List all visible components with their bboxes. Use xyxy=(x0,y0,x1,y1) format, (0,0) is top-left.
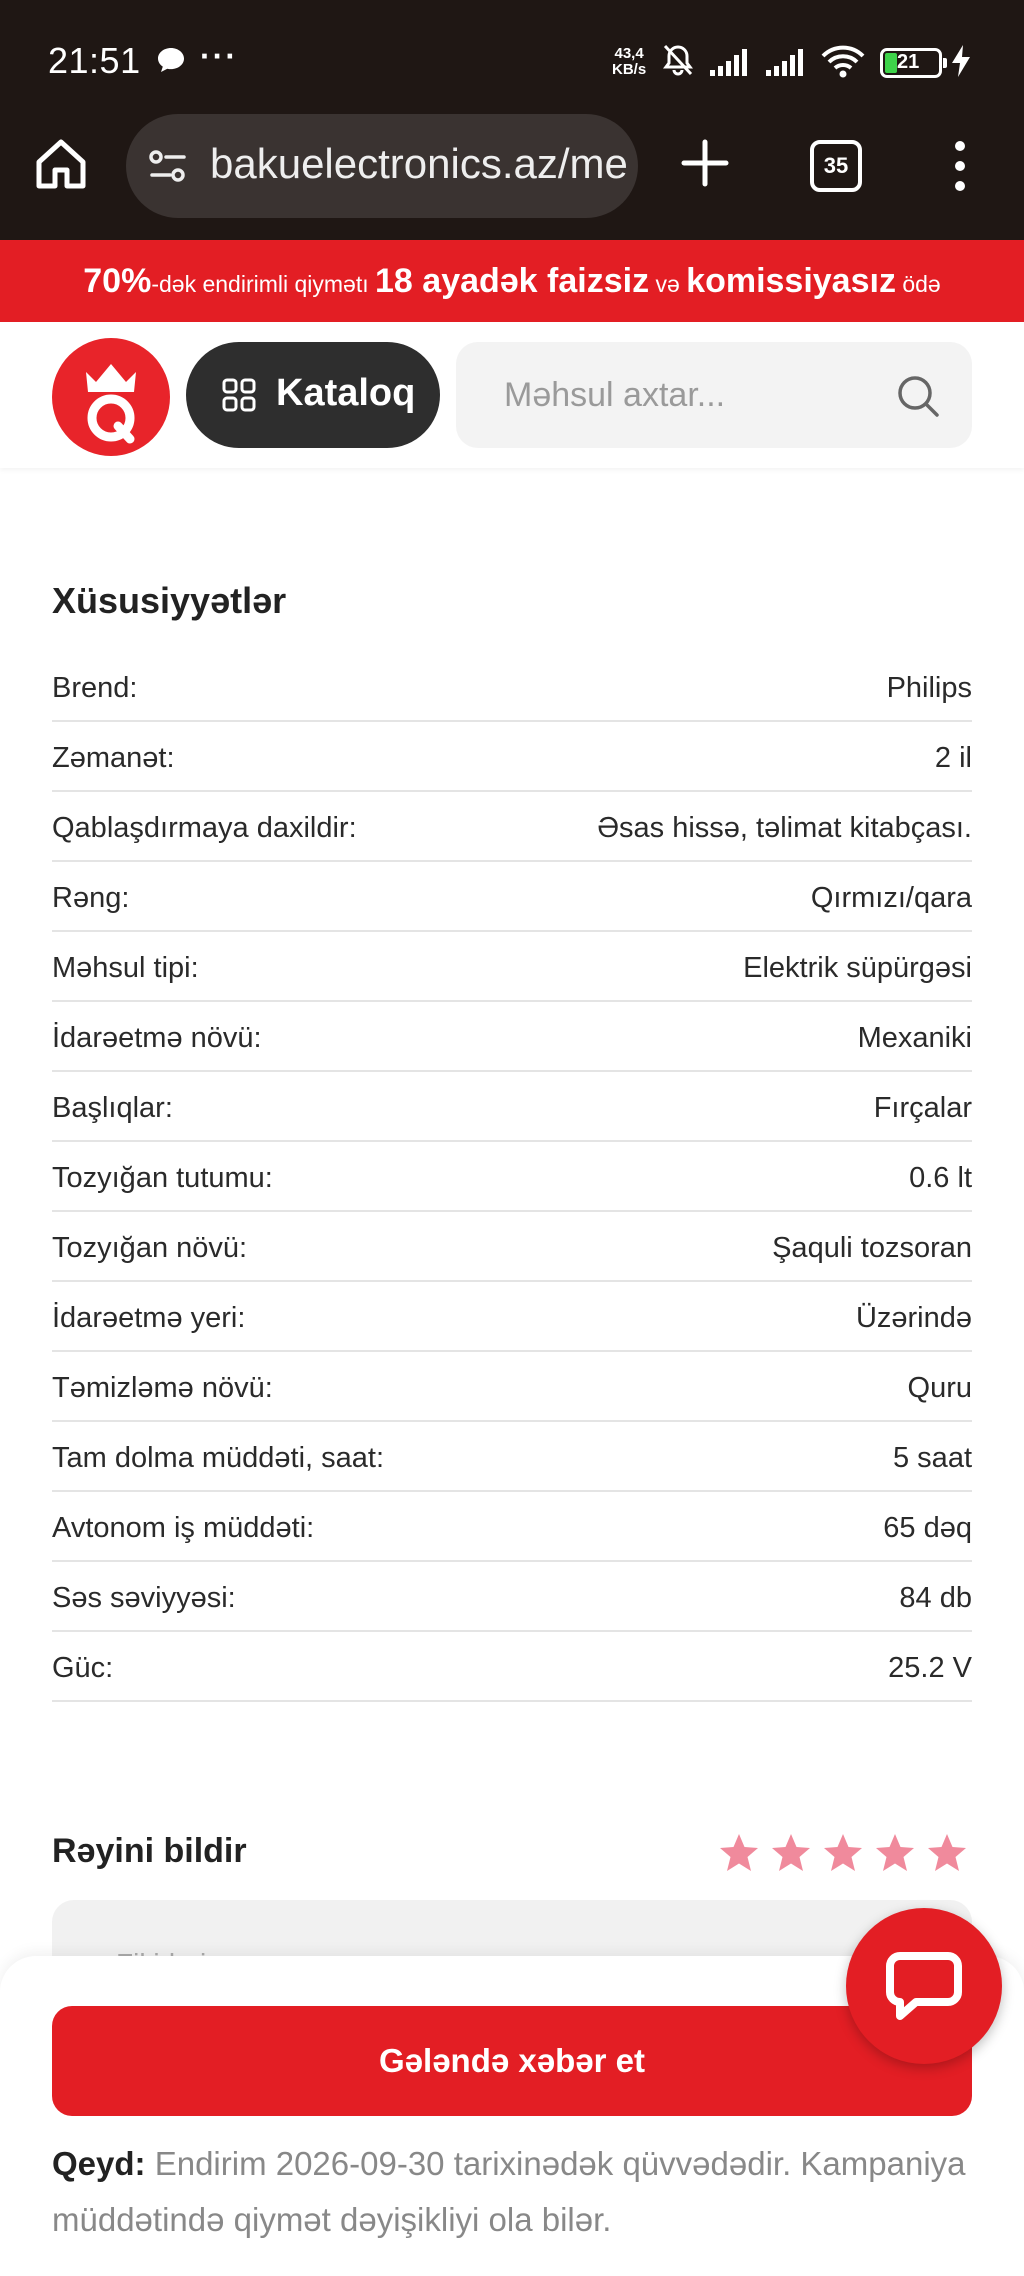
spec-value: Şaquli tozsoran xyxy=(772,1232,972,1264)
battery-icon xyxy=(880,48,942,78)
status-bar xyxy=(0,0,1024,118)
spec-key: Zəmanət: xyxy=(52,742,175,774)
spec-row xyxy=(52,1352,972,1422)
rating-stars[interactable] xyxy=(718,1832,974,1876)
spec-key: Məhsul tipi: xyxy=(52,952,199,984)
spec-key: Tozyığan növü: xyxy=(52,1232,248,1264)
chat-button[interactable] xyxy=(846,1908,1002,2064)
star-icon[interactable] xyxy=(926,1832,968,1874)
bell-muted-icon xyxy=(660,42,696,78)
star-icon[interactable] xyxy=(718,1832,760,1874)
spec-row xyxy=(52,1002,972,1072)
review-title: Rəyini bildir xyxy=(52,1832,247,1870)
spec-row xyxy=(52,1562,972,1632)
more-menu-icon[interactable] xyxy=(950,140,970,192)
message-icon xyxy=(156,46,186,74)
chat-icon xyxy=(886,1950,962,2022)
promo-text-1: -dək endirimli qiymətı xyxy=(151,271,376,297)
charging-icon xyxy=(950,44,972,78)
star-icon[interactable] xyxy=(822,1832,864,1874)
spec-row xyxy=(52,1632,972,1702)
spec-row xyxy=(52,1212,972,1282)
spec-row xyxy=(52,1142,972,1212)
status-time: 21:51 xyxy=(48,40,141,81)
spec-value: 0.6 lt xyxy=(909,1162,972,1194)
spec-row xyxy=(52,932,972,1002)
catalog-label: Kataloq xyxy=(276,372,416,414)
network-speed xyxy=(612,46,646,78)
spec-key: Avtonom iş müddəti: xyxy=(52,1512,315,1544)
logo-mark-icon xyxy=(52,338,170,456)
grid-icon xyxy=(222,378,256,412)
search-input[interactable] xyxy=(504,370,884,420)
star-icon[interactable] xyxy=(874,1832,916,1874)
network-speed-value: 43,4 xyxy=(614,45,644,62)
promo-banner[interactable] xyxy=(0,240,1024,322)
url-text[interactable]: bakuelectronics.az/me xyxy=(210,140,628,187)
wifi-icon xyxy=(820,44,866,80)
spec-value: Fırçalar xyxy=(873,1092,972,1124)
catalog-button[interactable] xyxy=(186,342,440,448)
note-text: Endirim 2026-09-30 tarixinədək qüvvədədir. Kampaniya müddətində qiymət dəyişikliyi ola bilər. xyxy=(52,2145,966,2238)
spec-key: Başlıqlar: xyxy=(52,1092,173,1124)
spec-value: Əsas hissə, təlimat kitabçası. xyxy=(597,812,972,844)
promo-highlight-1: 18 ayadək faizsiz xyxy=(375,262,650,300)
spec-row xyxy=(52,862,972,932)
site-settings-icon[interactable] xyxy=(148,148,188,184)
browser-chrome xyxy=(0,0,1024,240)
spec-row xyxy=(52,1282,972,1352)
signal-icon-2 xyxy=(764,46,810,78)
spec-row xyxy=(52,652,972,722)
star-icon[interactable] xyxy=(770,1832,812,1874)
spec-value: Philips xyxy=(886,672,972,704)
search-icon[interactable] xyxy=(896,374,940,418)
spec-row xyxy=(52,1492,972,1562)
spec-value: 2 il xyxy=(934,742,972,774)
spec-key: Təmizləmə növü: xyxy=(52,1372,273,1404)
search-box[interactable] xyxy=(456,342,972,448)
network-speed-unit: KB/s xyxy=(612,61,647,78)
more-notifications-icon: ··· xyxy=(200,38,238,74)
notify-when-available-button[interactable]: Gələndə xəbər et xyxy=(52,2006,972,2116)
site-logo[interactable] xyxy=(52,338,170,456)
spec-value: Üzərində xyxy=(855,1302,972,1334)
note-label: Qeyd: xyxy=(52,2145,146,2182)
spec-row xyxy=(52,1422,972,1492)
spec-value: 5 saat xyxy=(893,1442,972,1474)
address-bar[interactable] xyxy=(126,114,638,218)
spec-key: Güc: xyxy=(52,1652,114,1684)
specs-title: Xüsusiyyətlər xyxy=(52,580,287,621)
spec-key: İdarəetmə növü: xyxy=(52,1022,262,1054)
signal-icon xyxy=(708,46,754,78)
promo-percent: 70% xyxy=(83,262,152,300)
spec-row xyxy=(52,792,972,862)
tab-switcher-button[interactable]: 35 xyxy=(810,140,862,192)
discount-note xyxy=(52,2136,972,2248)
battery-level: 21 xyxy=(897,51,920,73)
promo-text-2: və xyxy=(649,271,687,297)
spec-row xyxy=(52,1072,972,1142)
spec-key: Tozyığan tutumu: xyxy=(52,1162,273,1194)
spec-value: 25.2 V xyxy=(888,1652,972,1684)
home-icon[interactable] xyxy=(34,136,88,190)
spec-row xyxy=(52,722,972,792)
specs-table xyxy=(52,652,972,1702)
new-tab-icon[interactable] xyxy=(680,138,730,188)
spec-key: Səs səviyyəsi: xyxy=(52,1582,236,1614)
spec-value: 65 dəq xyxy=(883,1512,972,1544)
spec-key: Qablaşdırmaya daxildir: xyxy=(52,812,357,844)
spec-value: 84 db xyxy=(899,1582,972,1614)
promo-highlight-2: komissiyasız xyxy=(686,262,896,300)
site-header xyxy=(0,322,1024,468)
spec-key: İdarəetmə yeri: xyxy=(52,1302,246,1334)
spec-key: Tam dolma müddəti, saat: xyxy=(52,1442,385,1474)
spec-key: Brend: xyxy=(52,672,138,704)
spec-key: Rəng: xyxy=(52,882,130,914)
spec-value: Elektrik süpürgəsi xyxy=(743,952,972,984)
spec-value: Qırmızı/qara xyxy=(810,882,972,914)
promo-text-3: ödə xyxy=(895,271,941,297)
spec-value: Mexaniki xyxy=(857,1022,972,1054)
spec-value: Quru xyxy=(907,1372,972,1404)
